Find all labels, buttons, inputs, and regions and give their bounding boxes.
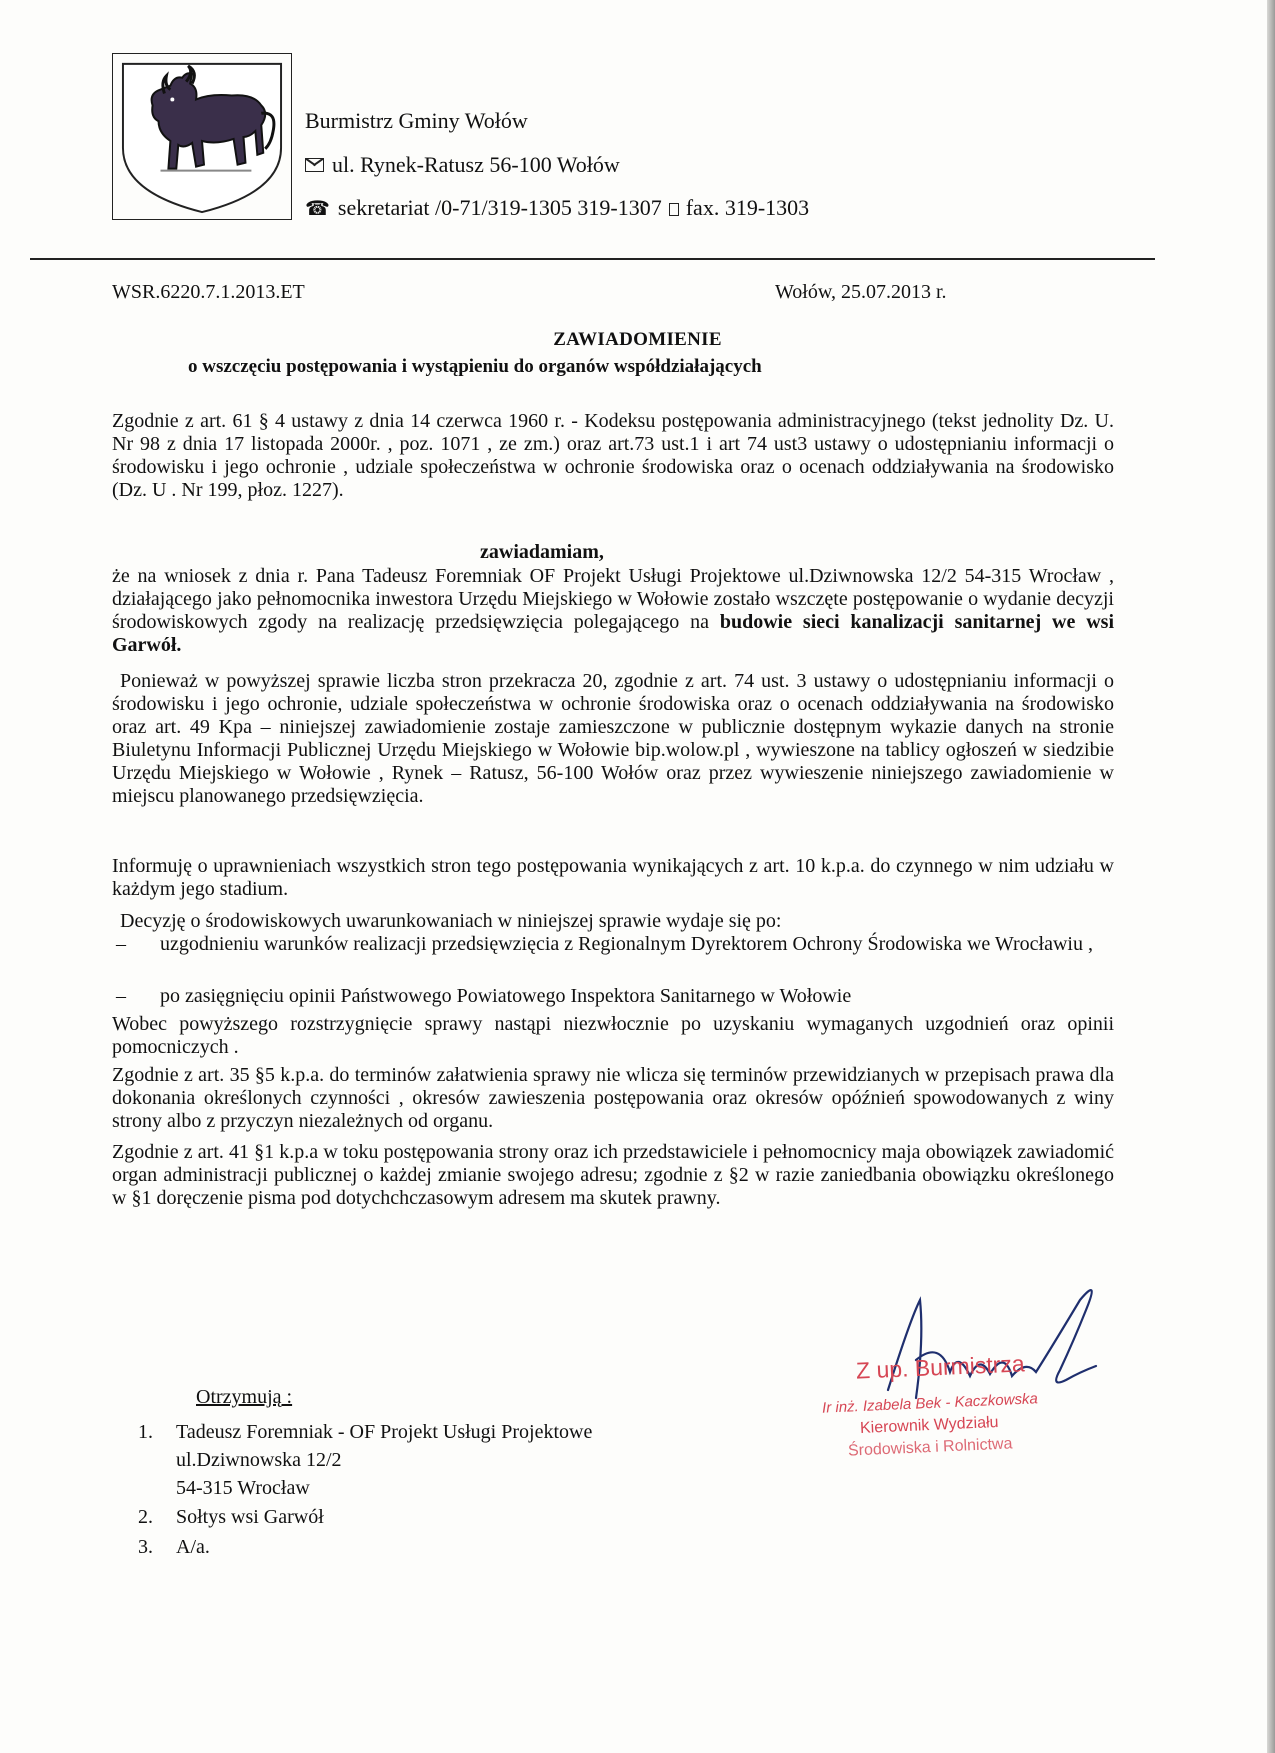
- recipient-name: A/a.: [176, 1536, 210, 1558]
- place-date: Wołów, 25.07.2013 r.: [775, 281, 947, 303]
- rights-paragraph: Informuję o uprawnieniach wszystkich stron tego postępowania wynikających z art. 10 k.p.a. do czynnego w nim udziału w każdym jego stadium.: [112, 855, 1114, 900]
- list-item: [112, 985, 1114, 1008]
- recipients-heading: Otrzymują :: [196, 1386, 293, 1408]
- list-number: 1.: [138, 1421, 153, 1443]
- notice-paragraph: [112, 565, 1114, 657]
- deadline-paragraph: Zgodnie z art. 35 §5 k.p.a. do terminów załatwienia sprawy nie wlicza się terminów przewidzianych w przepisach prawa dla dokonania określonych czynności , okresów zawieszenia postępowania oraz okresów opóźnień spowodowanych z winy strony albo z przyczyn niezależnych od organu.: [112, 1064, 1114, 1132]
- fax-text: fax. 319-1303: [685, 195, 810, 220]
- reference-number: WSR.6220.7.1.2013.ET: [112, 281, 305, 303]
- stamp-line-department: Środowiska i Rolnictwa: [847, 1435, 1013, 1460]
- contact-line: [305, 195, 809, 222]
- telephone-icon: ☎: [305, 198, 330, 220]
- address-line: [305, 152, 620, 178]
- dash-bullet: –: [116, 933, 126, 955]
- decision-intro-paragraph: Decyzję o środowiskowych uwarunkowaniach w niniejszej sprawie wydaje się po:: [120, 910, 782, 932]
- recipient-street: ul.Dziwnowska 12/2: [176, 1449, 342, 1471]
- list-number: 2.: [138, 1506, 153, 1528]
- list-item-text: po zasięgnięciu opinii Państwowego Powiatowego Inspektora Sanitarnego w Wołowie: [160, 985, 852, 1007]
- list-item: [112, 933, 1114, 956]
- resolution-paragraph: Wobec powyższego rozstrzygnięcie sprawy nastąpi niezwłocznie po uzyskaniu wymaganych uzgodnień oraz opinii pomocniczych .: [112, 1013, 1114, 1058]
- stamp-line-position: Kierownik Wydziału: [859, 1413, 999, 1438]
- header-divider: [30, 258, 1155, 260]
- handwritten-signature: [880, 1280, 1120, 1410]
- dash-bullet: –: [116, 985, 126, 1007]
- address-text: ul. Rynek-Ratusz 56-100 Wołów: [332, 152, 620, 177]
- institution-name: Burmistrz Gminy Wołów: [305, 108, 528, 133]
- inform-heading: zawiadamiam,: [480, 541, 604, 563]
- stamp-line-name: Ir inż. Izabela Bek - Kaczkowska: [821, 1390, 1039, 1417]
- list-item-text: uzgodnieniu warunków realizacji przedsięwzięcia z Regionalnym Dyrektorem Ochrony Środowiska we Wrocławiu ,: [160, 933, 1093, 955]
- notice-text: że na wniosek z dnia r. Pana Tadeusz Foremniak OF Projekt Usługi Projektowe ul.Dziwnowska 12/2 54-315 Wrocław , działającego jako pełnomocnika inwestora Urzędu Miejskiego w Wołowie zostało wszczęte postępowanie o wydanie decyzji środowiskowych zgody na realizację przedsięwzięcia polegającego na: [112, 565, 1114, 633]
- coat-of-arms-bull-icon: [112, 53, 292, 220]
- phone-text: sekretariat /0-71/319-1305 319-1307: [337, 195, 662, 220]
- document-subtitle: o wszczęciu postępowania i wystąpieniu do organów współdziałających: [188, 356, 762, 377]
- list-item: [138, 1505, 324, 1529]
- address-change-paragraph: Zgodnie z art. 41 §1 k.p.a w toku postępowania strony oraz ich przedstawiciele i pełnomocnicy maja obowiązek zawiadomić organ administracji publicznej o każdej zmianie swojego adresu; zgodnie z §2 w razie zaniedbania obowiązku określonego w §1 doręczenie pisma pod dotychchczasowym adresem ma skutek prawny.: [112, 1141, 1114, 1209]
- list-item: [138, 1420, 592, 1444]
- project-name: budowie sieci kanalizacji sanitarnej we wsi Garwół.: [112, 611, 1114, 656]
- scan-edge: [1267, 0, 1275, 1753]
- document-title: ZAWIADOMIENIE: [553, 329, 722, 350]
- publication-paragraph: Ponieważ w powyższej sprawie liczba stron przekracza 20, zgodnie z art. 74 ust. 3 ustawy o udostępnianiu informacji o środowisku i jego ochronie, udziale społeczeństwa w ochronie środowiska oraz o ocenach oddziaływania na środowisko oraz art. 49 Kpa – niniejszej zawiadomienie zostaje zamieszczone w publicznie dostępnym wykazie danych na stronie Biuletynu Informacji Publicznej Urzędu Miejskiego w Wołowie bip.wolow.pl , wywieszone na tablicy ogłoszeń w siedzibie Urzędu Miejskiego w Wołowie , Rynek – Ratusz, 56-100 Wołów oraz przez wywieszenie niniejszego zawiadomienie w miejscu planowanego przedsięwzięcia.: [112, 670, 1114, 807]
- recipient-name: Sołtys wsi Garwół: [176, 1506, 324, 1528]
- envelope-icon: [305, 158, 324, 172]
- list-number: 3.: [138, 1536, 153, 1558]
- stamp-line-authority: Z up. Burmistrza: [855, 1350, 1026, 1384]
- recipient-city: 54-315 Wrocław: [176, 1477, 310, 1499]
- legal-basis-paragraph: Zgodnie z art. 61 § 4 ustawy z dnia 14 czerwca 1960 r. - Kodeksu postępowania administracyjnego (tekst jednolity Dz. U. Nr 98 z dnia 17 listopada 2000r. , poz. 1071 , ze zm.) oraz art.73 ust.1 i art 74 ust3 ustawy o udostępnianiu informacji o środowisku i jego ochronie , udziale społeczeństwa w ochronie środowiska oraz o ocenach oddziaływania na środowisko (Dz. U . Nr 199, płoz. 1227).: [112, 410, 1114, 501]
- fax-separator-icon: [669, 203, 679, 216]
- list-item: [138, 1535, 210, 1559]
- recipient-name: Tadeusz Foremniak - OF Projekt Usługi Projektowe: [176, 1421, 593, 1443]
